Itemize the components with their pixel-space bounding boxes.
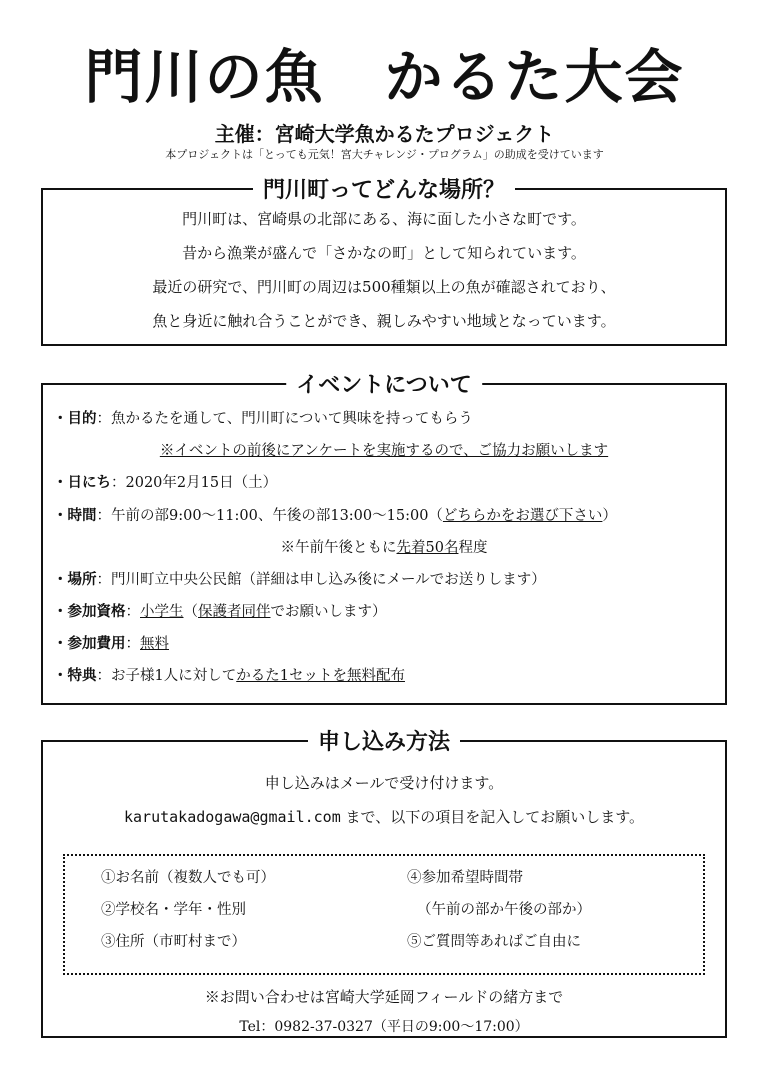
contact-note: ※お問い合わせは宮崎大学延岡フィールドの緒方まで — [204, 988, 564, 1006]
event-heading: イベントについて — [286, 368, 482, 399]
eligibility-value: 小学生 — [140, 604, 184, 620]
capacity-note — [43, 536, 725, 557]
eligibility-rest: でお願いします） — [270, 604, 387, 620]
fee-value: 無料 — [140, 636, 169, 652]
fee-sep: ： — [125, 636, 140, 652]
apply-item-5: ⑤ご質問等あればご自由に — [407, 934, 581, 950]
date-text: ：2020年2月15日（土） — [111, 475, 278, 491]
perk-text: ：お子様1人に対して — [96, 668, 237, 684]
apply-email-line — [43, 806, 725, 827]
event-purpose — [53, 407, 473, 428]
place-label: ・場所 — [53, 572, 97, 588]
event-eligibility — [53, 600, 387, 621]
contact-tel: Tel：0982-37-0327（平日の9:00〜17:00） — [239, 1019, 529, 1035]
email-suffix: まで、以下の項目を記入してお願いします。 — [340, 808, 645, 826]
town-heading: 門川町ってどんな場所？ — [253, 173, 515, 204]
apply-item-3: ③住所（市町村まで） — [101, 934, 246, 950]
perk-label: ・特典 — [53, 668, 97, 684]
place-text: ：門川町立中央公民館（詳細は申し込み後にメールでお送りします） — [96, 572, 546, 588]
time-label: ・時間 — [53, 508, 97, 524]
event-date — [53, 471, 277, 492]
eligibility-open: （ — [183, 604, 198, 620]
date-label: ・日にち — [53, 475, 111, 491]
apply-item-4-note: （午前の部か午後の部か） — [417, 902, 591, 918]
capacity-emph: 先着50名 — [396, 540, 459, 556]
apply-item-4: ④参加希望時間帯 — [407, 870, 523, 886]
time-close: ） — [602, 508, 617, 524]
purpose-text: ：魚かるたを通して、門川町について興味を持ってもらう — [96, 411, 473, 427]
eligibility-label: ・参加資格 — [53, 604, 126, 620]
town-line-4: 魚と身近に触れ合うことができ、親しみやすい地域となっています。 — [152, 312, 616, 330]
event-time — [53, 504, 617, 525]
contact-email[interactable]: karutakadogawa@gmail.com — [123, 808, 341, 826]
purpose-label: ・目的 — [53, 411, 97, 427]
apply-intro: 申し込みはメールで受け付けます。 — [264, 774, 504, 792]
capacity-suffix: 程度 — [458, 540, 488, 556]
organizer-text: 主催：宮崎大学魚かるたプロジェクト — [214, 122, 555, 146]
apply-heading: 申し込み方法 — [308, 725, 460, 756]
apply-items-box — [63, 854, 705, 975]
perk-emph: かるた1セットを無料配布 — [236, 668, 405, 684]
capacity-prefix: ※午前午後ともに — [280, 540, 397, 556]
time-choose: どちらかをお選び下さい — [442, 508, 603, 524]
time-text: ：午前の部9:00〜11:00、午後の部13:00〜15:00（ — [96, 508, 443, 524]
town-section — [41, 178, 727, 346]
eligibility-sep: ： — [125, 604, 140, 620]
apply-item-1: ①お名前（複数人でも可） — [101, 870, 275, 886]
eligibility-guardian: 保護者同伴 — [198, 604, 271, 620]
event-section — [41, 373, 727, 705]
survey-note-text: ※イベントの前後にアンケートを実施するので、ご協力お願いします — [159, 443, 609, 459]
apply-item-2: ②学校名・学年・性別 — [101, 902, 246, 918]
grant-note: 本プロジェクトは「とっても元気！宮大チャレンジ・プログラム」の助成を受けています — [165, 148, 604, 161]
event-fee — [53, 632, 169, 653]
event-place — [53, 568, 546, 589]
fee-label: ・参加費用 — [53, 636, 126, 652]
survey-note — [43, 439, 725, 460]
page-title: 門川の魚 かるた大会 — [84, 43, 685, 111]
town-line-1: 門川町は、宮崎県の北部にある、海に面した小さな町です。 — [182, 210, 586, 228]
town-line-2: 昔から漁業が盛んで「さかなの町」として知られています。 — [182, 244, 586, 262]
event-perk — [53, 664, 405, 685]
town-line-3: 最近の研究で、門川町の周辺は500種類以上の魚が確認されており、 — [152, 278, 616, 296]
apply-section — [41, 730, 727, 1038]
